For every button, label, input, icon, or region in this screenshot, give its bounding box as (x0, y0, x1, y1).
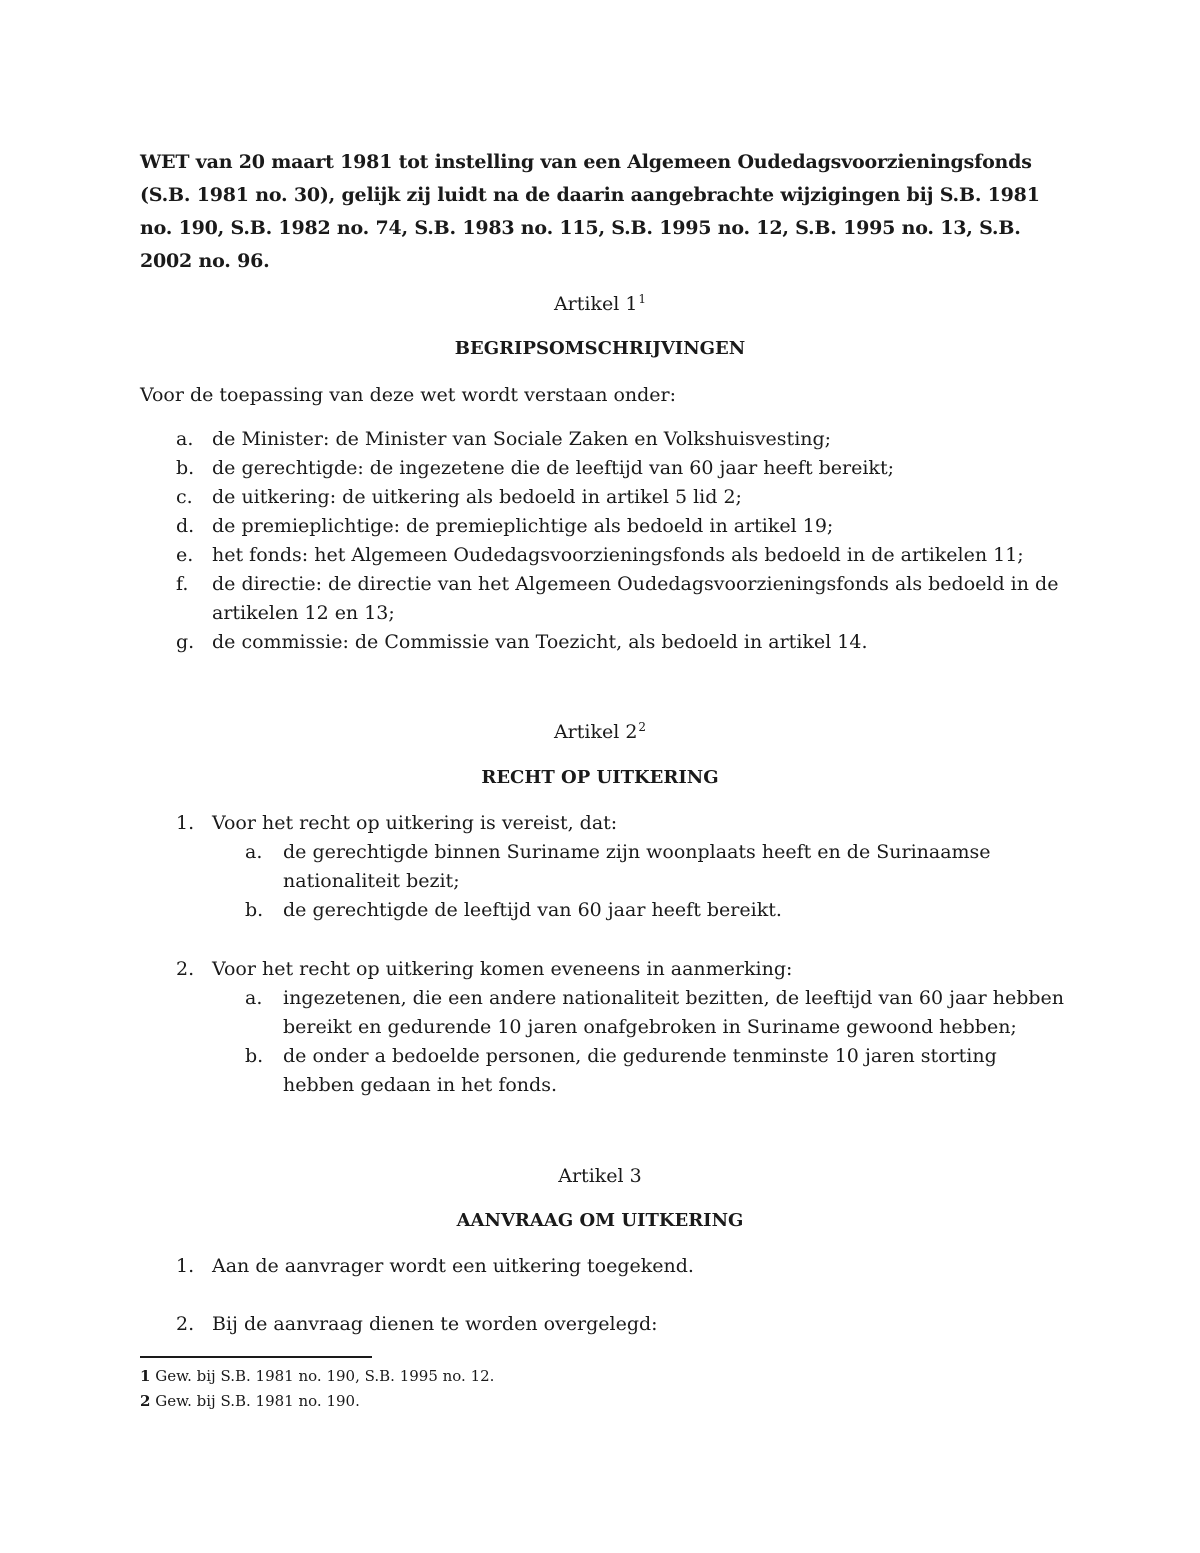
footnote-ref-1[interactable]: 1 (638, 292, 647, 306)
sub-list-item (212, 1042, 1070, 1100)
footnote-separator (140, 1356, 372, 1358)
list-item-text: de Minister: de Minister van Sociale Zaken en Volkshuisvesting; (212, 428, 832, 450)
list-item-text: de gerechtigde: de ingezetene die de leeftijd van 60 jaar heeft bereikt; (212, 457, 894, 479)
list-item-text: het fonds: het Algemeen Oudedagsvoorzieningsfonds als bedoeld in de artikelen 11; (212, 544, 1024, 566)
law-title: WET van 20 maart 1981 tot instelling van een Algemeen Oudedagsvoorzieningsfonds (S.B. 1981 no. 30), gelijk zij luidt na de daarin aangebrachte wijzigingen bij S.B. 1981 no. 190, S.B. 1982 no. 74, S.B. 1983 no. 115, S.B. 1995 no. 12, S.B. 1995 no. 13, S.B. 2002 no. 96. (140, 151, 1040, 272)
numbered-item-text: Bij de aanvraag dienen te worden overgelegd: (212, 1313, 658, 1335)
numbered-item-text: Voor het recht op uitkering komen eveneens in aanmerking: (212, 958, 793, 980)
sub-list-item (212, 984, 1070, 1042)
list-marker: g. (176, 631, 195, 653)
list-marker: a. (245, 841, 263, 863)
list-item (140, 628, 1070, 657)
footnote-number: 2 (140, 1392, 151, 1410)
article-1-number-text: Artikel 1 (553, 293, 638, 315)
list-marker: b. (176, 457, 195, 479)
sub-list-item-text: de gerechtigde binnen Suriname zijn woonplaats heeft en de Surinaamse nationaliteit bezit; (283, 841, 991, 892)
footnote-ref-2[interactable]: 2 (638, 720, 647, 734)
sub-list-item (212, 896, 1070, 925)
list-marker: 2. (176, 958, 195, 980)
list-marker: 2. (176, 1313, 195, 1335)
list-marker: 1. (176, 1255, 195, 1277)
list-marker: a. (176, 428, 194, 450)
list-marker: b. (245, 899, 264, 921)
article-3-heading: AANVRAAG OM UITKERING (456, 1210, 744, 1231)
list-item (140, 454, 1070, 483)
sub-list-item-text: ingezetenen, die een andere nationaliteit bezitten, de leeftijd van 60 jaar hebben bereikt en gedurende 10 jaren onafgebroken in Suriname gewoond hebben; (283, 987, 1065, 1038)
list-item (140, 570, 1070, 628)
list-item (140, 541, 1070, 570)
sub-list-item-text: de gerechtigde de leeftijd van 60 jaar heeft bereikt. (283, 899, 782, 921)
article-2-item-2 (140, 955, 1070, 1100)
numbered-item (140, 955, 1070, 984)
article-3-number: Artikel 3 (558, 1165, 642, 1187)
article-1-intro: Voor de toepassing van deze wet wordt verstaan onder: (140, 384, 677, 406)
article-2-item-1-sublist (212, 838, 1070, 925)
numbered-item (140, 809, 1070, 838)
list-marker: f. (176, 573, 189, 595)
article-1-definitions-list (140, 425, 1070, 657)
footnote-1 (140, 1364, 494, 1388)
article-2-heading: RECHT OP UITKERING (481, 767, 719, 788)
article-1-number (0, 290, 1200, 318)
footnote-2 (140, 1389, 360, 1413)
list-item-text: de uitkering: de uitkering als bedoeld in artikel 5 lid 2; (212, 486, 742, 508)
list-marker: d. (176, 515, 195, 537)
list-item (140, 425, 1070, 454)
article-3-item-1 (140, 1252, 1070, 1281)
article-2-number (0, 718, 1200, 746)
sub-list-item (212, 838, 1070, 896)
sub-list-item-text: de onder a bedoelde personen, die gedurende tenminste 10 jaren storting hebben gedaan in het fonds. (283, 1045, 997, 1096)
list-item-text: de directie: de directie van het Algemeen Oudedagsvoorzieningsfonds als bedoeld in de artikelen 12 en 13; (212, 573, 1059, 624)
list-marker: 1. (176, 812, 195, 834)
article-3-item-2 (140, 1310, 1070, 1339)
numbered-item-text: Aan de aanvrager wordt een uitkering toegekend. (212, 1255, 694, 1277)
footnote-text: Gew. bij S.B. 1981 no. 190, S.B. 1995 no. 12. (150, 1367, 495, 1385)
footnote-number: 1 (140, 1367, 151, 1385)
numbered-item (140, 1310, 1070, 1339)
footnote-text: Gew. bij S.B. 1981 no. 190. (150, 1392, 360, 1410)
numbered-item-text: Voor het recht op uitkering is vereist, dat: (212, 812, 618, 834)
list-marker: e. (176, 544, 194, 566)
article-2-item-1 (140, 809, 1070, 925)
list-item (140, 512, 1070, 541)
list-marker: a. (245, 987, 263, 1009)
numbered-item (140, 1252, 1070, 1281)
list-item-text: de commissie: de Commissie van Toezicht, als bedoeld in artikel 14. (212, 631, 868, 653)
article-2-number-text: Artikel 2 (553, 721, 638, 743)
article-1-heading: BEGRIPSOMSCHRIJVINGEN (454, 338, 746, 359)
list-item-text: de premieplichtige: de premieplichtige als bedoeld in artikel 19; (212, 515, 834, 537)
list-item (140, 483, 1070, 512)
list-marker: b. (245, 1045, 264, 1067)
list-marker: c. (176, 486, 193, 508)
article-2-item-2-sublist (212, 984, 1070, 1100)
